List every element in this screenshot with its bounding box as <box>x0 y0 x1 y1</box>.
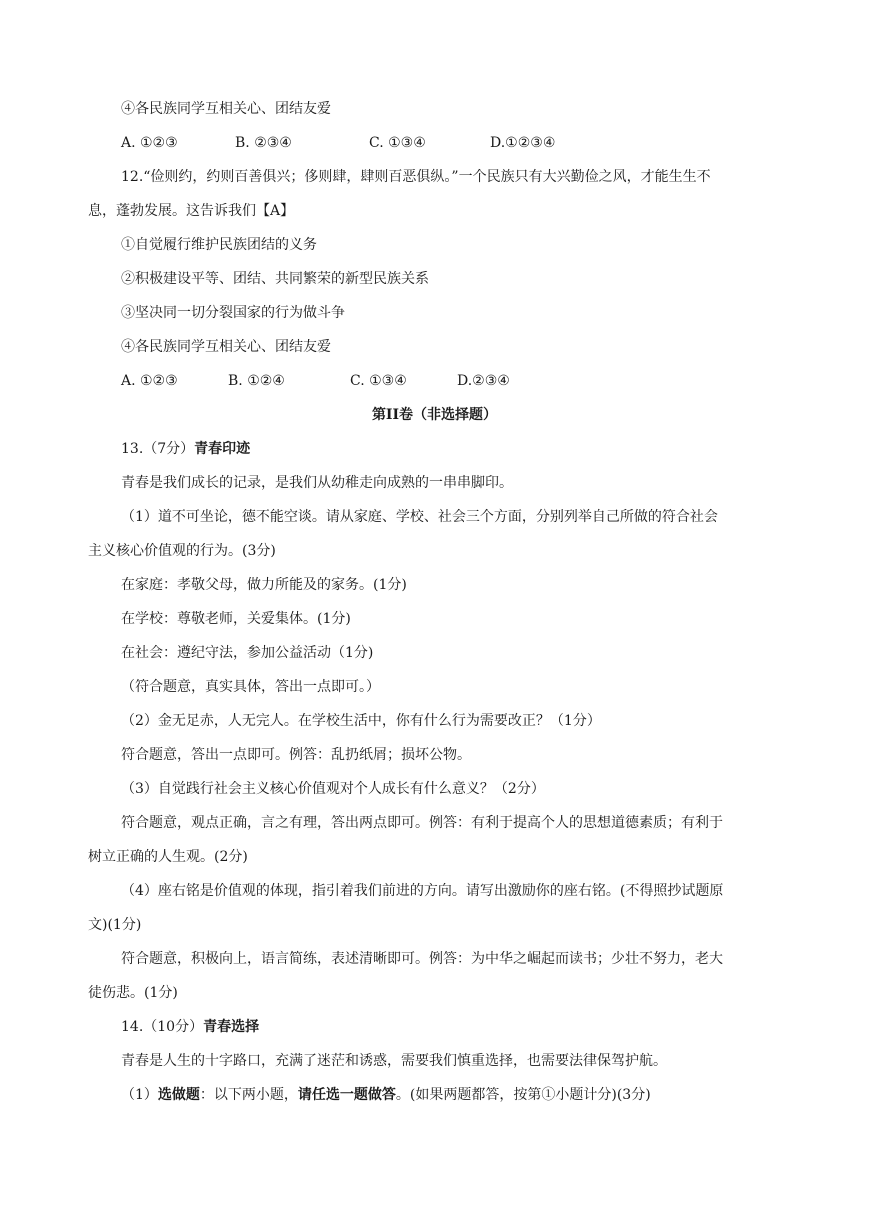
q12-stem-line2: 息，蓬勃发展。这告诉我们【A】 <box>88 203 295 219</box>
q13-part4-line2: 文)(1分) <box>88 917 142 933</box>
q12-item2: ②积极建设平等、团结、共同繁荣的新型民族关系 <box>121 271 429 287</box>
q14-intro: 青春是人生的十字路口，充满了迷茫和诱惑，需要我们慎重选择，也需要法律保驾护航。 <box>121 1053 667 1069</box>
q11-option-c: C. ①③④ <box>369 135 426 151</box>
q13-part3-answer-line1: 符合题意，观点正确，言之有理，答出两点即可。例答：有利于提高个人的思想道德素质；有利于 <box>121 815 723 831</box>
q12-option-b: B. ①②④ <box>228 373 285 389</box>
q12-option-a: A. ①②③ <box>121 373 178 389</box>
q13-part4-line1: （4）座右铭是价值观的体现，指引着我们前进的方向。请写出激励你的座右铭。(不得照抄试题原 <box>121 883 724 899</box>
q13-part3-answer-line2: 树立正确的人生观。(2分) <box>88 849 248 865</box>
q11-option-d: D.①②③④ <box>490 135 556 151</box>
q13-part1-line1: （1）道不可坐论，德不能空谈。请从家庭、学校、社会三个方面，分别列举自己所做的符合社会 <box>121 509 718 525</box>
q13-part1-line2: 主义核心价值观的行为。(3分) <box>88 543 276 559</box>
q14-heading <box>121 1018 259 1036</box>
q13-part3: （3）自觉践行社会主义核心价值观对个人成长有什么意义？（2分） <box>121 781 545 797</box>
q14-part1-note: 。(如果两题都答，按第①小题计分)(3分) <box>395 1087 651 1103</box>
q12-item1: ①自觉履行维护民族团结的义务 <box>121 237 317 253</box>
q13-answer-note: （符合题意，真实具体，答出一点即可。） <box>121 679 380 695</box>
q13-answer-school: 在学校：尊敬老师，关爱集体。(1分) <box>121 611 351 627</box>
q14-title: 青春选择 <box>203 1019 260 1035</box>
q12-item4: ④各民族同学互相关心、团结友爱 <box>121 339 331 355</box>
q12-option-c: C. ①③④ <box>350 373 407 389</box>
q11-options <box>121 134 555 152</box>
q13-answer-family: 在家庭：孝敬父母，做力所能及的家务。(1分) <box>121 577 407 593</box>
q11-item4: ④各民族同学互相关心、团结友爱 <box>121 101 331 117</box>
q13-intro: 青春是我们成长的记录，是我们从幼稚走向成熟的一串串脚印。 <box>121 475 513 491</box>
q13-part2: （2）金无足赤，人无完人。在学校生活中，你有什么行为需要改正？（1分） <box>121 713 601 729</box>
q12-stem-line1: 12.“俭则约，约则百善俱兴；侈则肆，肆则百恶俱纵。”一个民族只有大兴勤俭之风，才能生生不 <box>121 169 711 185</box>
q14-part1-text: ：以下两小题， <box>199 1087 298 1103</box>
q11-option-b: B. ②③④ <box>235 135 292 151</box>
section-title: 第II卷（非选择题） <box>371 407 498 423</box>
q12-option-d: D.②③④ <box>457 373 510 389</box>
q14-part1 <box>121 1086 651 1104</box>
q13-title: 青春印迹 <box>194 441 251 457</box>
q13-answer-society: 在社会：遵纪守法，参加公益活动（1分) <box>121 645 374 661</box>
q13-number: 13.（7分） <box>121 441 195 457</box>
q14-number: 14.（10分） <box>121 1019 204 1035</box>
q14-optional-label: 选做题 <box>157 1087 200 1103</box>
q13-part4-answer-line1: 符合题意，积极向上，语言简练，表述清晰即可。例答：为中华之崛起而读书；少壮不努力，老大 <box>121 951 723 967</box>
q13-part4-answer-line2: 徒伤悲。(1分) <box>88 985 178 1001</box>
q14-part1-number: （1） <box>121 1087 158 1103</box>
q14-choose-one-label: 请任选一题做答 <box>297 1087 396 1103</box>
q12-options <box>121 372 510 390</box>
q13-part2-answer: 符合题意，答出一点即可。例答：乱扔纸屑；损坏公物。 <box>121 747 471 763</box>
q12-item3: ③坚决同一切分裂国家的行为做斗争 <box>121 305 345 321</box>
q13-heading <box>121 440 250 458</box>
q11-option-a: A. ①②③ <box>121 135 178 151</box>
